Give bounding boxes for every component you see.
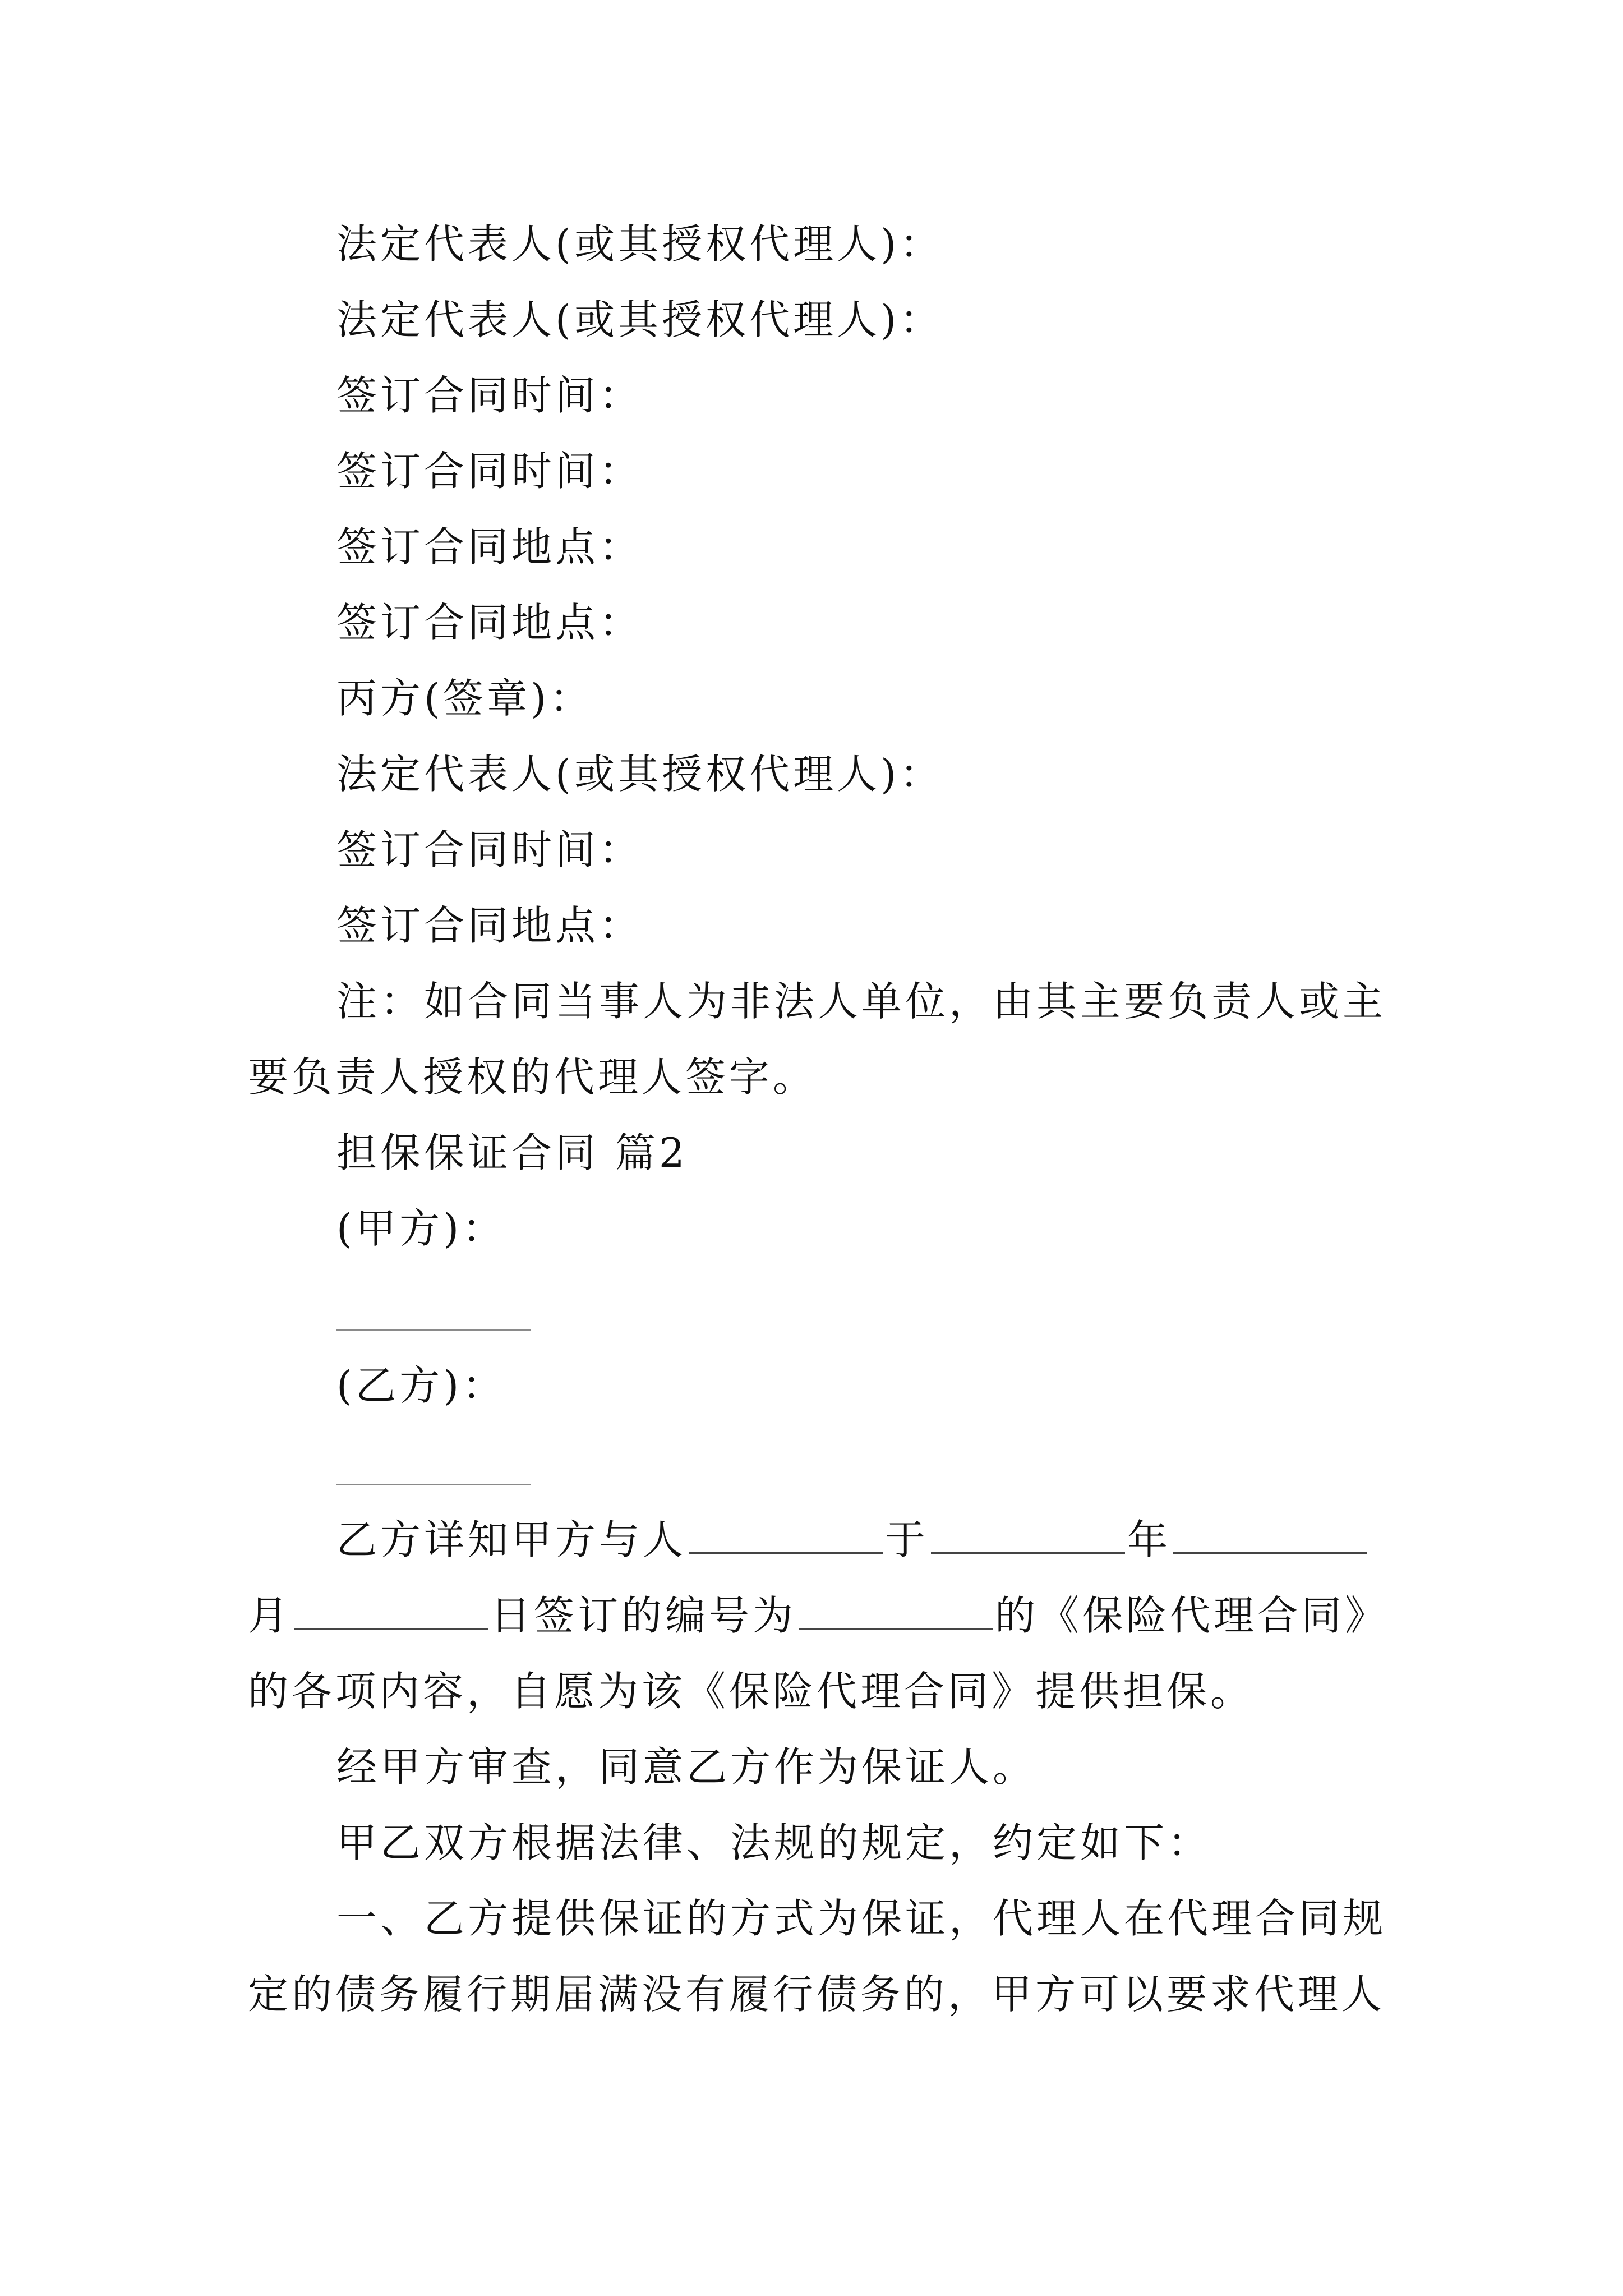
party-b-blank xyxy=(336,1484,531,1485)
para3-line: 甲乙双方根据法律、法规的规定，约定如下： xyxy=(336,1819,1212,1866)
legal-rep-line-2: 法定代表人(或其授权代理人)： xyxy=(336,296,944,343)
para1-text-1: 乙方详知甲方与人 xyxy=(336,1516,687,1563)
legal-rep-line-3: 法定代表人(或其授权代理人)： xyxy=(336,751,944,798)
para1-text-4: 月 xyxy=(248,1592,292,1639)
sign-time-line-1: 签订合同时间： xyxy=(336,372,643,419)
party-b-label: (乙方)： xyxy=(336,1362,506,1409)
blank-agent-name xyxy=(689,1552,883,1554)
party-c-seal-line: 丙方(签章)： xyxy=(336,675,594,722)
para1-text-2: 于 xyxy=(885,1516,929,1563)
para4-line-2: 定的债务履行期届满没有履行债务的，甲方可以要求代理人 xyxy=(248,1971,1386,2018)
sign-place-line-1: 签订合同地点： xyxy=(336,523,643,570)
legal-rep-line-1: 法定代表人(或其授权代理人)： xyxy=(336,220,944,268)
party-a-label: (甲方)： xyxy=(336,1205,506,1252)
sign-time-line-3: 签订合同时间： xyxy=(336,826,643,873)
para1-line-2 xyxy=(248,1588,1398,1644)
blank-month xyxy=(1173,1552,1367,1554)
sign-time-line-2: 签订合同时间： xyxy=(336,448,643,495)
sign-place-line-2: 签订合同地点： xyxy=(336,599,643,646)
para1-line-1 xyxy=(336,1512,1398,1568)
para1-line-3: 的各项内容，自愿为该《保险代理合同》提供担保。 xyxy=(248,1668,1255,1715)
para4-line-1: 一、乙方提供保证的方式为保证，代理人在代理合同规 xyxy=(336,1895,1387,1942)
blank-year xyxy=(931,1552,1125,1554)
para1-text-6: 的《保险代理合同》 xyxy=(995,1592,1389,1639)
sign-place-line-3: 签订合同地点： xyxy=(336,902,643,949)
para2-line: 经甲方审查，同意乙方作为保证人。 xyxy=(336,1743,1037,1791)
section-title: 担保保证合同 篇2 xyxy=(336,1129,688,1176)
para1-text-3: 年 xyxy=(1127,1516,1172,1563)
note-line-1: 注：如合同当事人为非法人单位，由其主要负责人或主 xyxy=(336,978,1387,1025)
blank-contract-number xyxy=(799,1628,993,1630)
blank-day xyxy=(294,1628,488,1630)
party-a-blank xyxy=(336,1329,531,1331)
note-line-2: 要负责人授权的代理人签字。 xyxy=(248,1053,817,1101)
para1-text-5: 日签订的编号为 xyxy=(490,1592,797,1639)
